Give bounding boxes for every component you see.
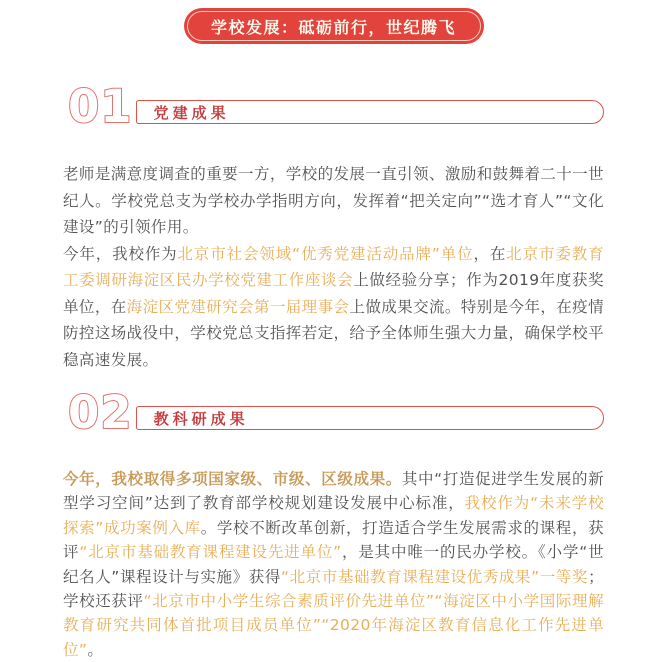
page-title-banner (184, 8, 484, 44)
text-segment-normal: ，是其中唯一的民办学校。《小学“世纪名人”课程设计与实施》获得 (63, 543, 604, 586)
text-segment-highlight: 海淀区党建研究会第一届理事会 (126, 297, 350, 316)
text-segment-highlight: 我校作为“未来学校探索”成功案例入库 (63, 494, 604, 537)
page-title: 学校发展：砥砺前行，世纪腾飞 (210, 17, 456, 37)
section-title-research: 教科研成果 (153, 409, 249, 428)
text-segment-normal: 今年，我校作为 (63, 244, 178, 263)
article-body (0, 80, 667, 662)
section-header-research (63, 386, 604, 439)
text-segment-highlight: “北京市基础教育课程建设优秀成果”一等奖 (280, 567, 589, 586)
paragraph-intro (63, 161, 604, 241)
text-segment-highlight: “北京市基础教育课程建设先进单位” (79, 543, 342, 562)
text-segment-normal: ；学校还获评 (63, 567, 604, 611)
text-segment-em: 今年，我校取得多项国家级、市级、区级成果。 (63, 470, 402, 488)
text-segment-normal: ，在 (473, 244, 507, 263)
text-segment-highlight: “北京市中小学生综合素质评价先进单位”“海淀区中小学国际理解教育研究共同体首批项目成员单位”“2020年海淀区教育信息化工作先进单位” (63, 592, 604, 659)
text-segment-normal: 其中“打造促进学生发展的新型学习空间”达到了教育部学校规划建设发展中心标准， (63, 470, 604, 513)
text-segment-normal: 。 (87, 640, 104, 659)
section-number-02: 02 (68, 386, 133, 439)
paragraph-party-achievements (63, 241, 604, 374)
section-title-party-building: 党建成果 (153, 103, 230, 122)
section-title-box (136, 100, 604, 124)
text-segment-highlight: 北京市社会领域“优秀党建活动品牌”单位 (177, 244, 474, 263)
text-segment-normal: 上做成果交流。特别是今年，在疫情防控这场战役中，学校党总支指挥若定，给予全体师生强大力量，确保学校平稳高速发展。 (63, 297, 604, 369)
section-number-01: 01 (68, 80, 133, 133)
text-segment-highlight: 北京市委教育工委调研海淀区民办学校党建工作座谈会 (63, 244, 604, 289)
text-segment-normal: 。学校不断改革创新，打造适合学生发展需求的课程，获评 (63, 518, 604, 562)
text-segment-normal: 老师是满意度调查的重要一方，学校的发展一直引领、激励和鼓舞着二十一世纪人。学校党总支为学校办学指明方向，发挥着“把关定向”“选才育人”“文化建设”的引领作用。 (63, 165, 604, 236)
section-header-party-building (63, 80, 604, 133)
text-segment-normal: 上做经验分享；作为2019年度获奖单位，在 (63, 271, 604, 316)
paragraph-research-achievements (63, 467, 604, 662)
section-title-box (136, 406, 604, 430)
